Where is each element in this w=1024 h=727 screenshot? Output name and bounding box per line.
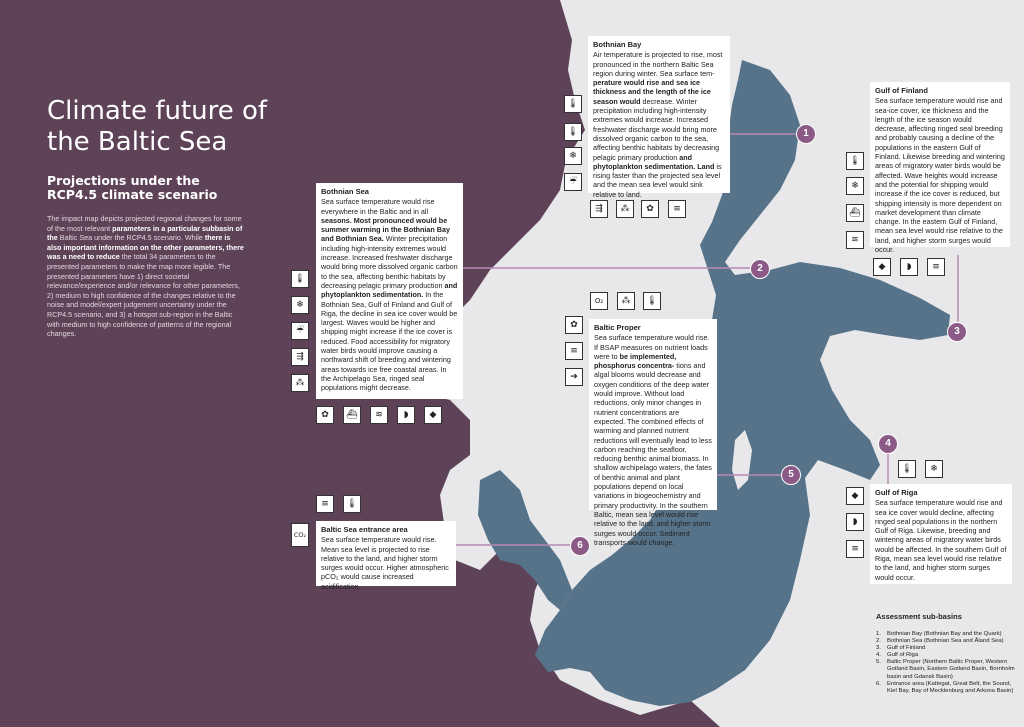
oxygen-icon: O₂ bbox=[590, 292, 608, 310]
entrance-area-box: Baltic Sea entrance area Sea surface temperature would rise. Mean sea level is projected to rise relative to the land, and higher storm surges would occur. Higher atmospheric pCO₂ would cause increased acidification. bbox=[316, 521, 456, 586]
intro-text: The impact map depicts projected regional changes for some of the most relevant parameters in a particular subbasin of the Baltic Sea under the RCP4.5 scenario. While there is also important information on the other parameters, there was a need to reduce the total 34 parameters to the presented parameters to make the map more legible. The presented parameters have 1) direct societal relevance/experience and/or relevance for other parameters, 2) medium to high confidence of the changes relative to the noise and model/expert judgement uncertainty under the RCP4.5 scenario, and 3) a hotspot sub-region in the Baltic with medium to high confidence of patterns of the regional changes. bbox=[47, 214, 244, 339]
benthic-icon: ✿ bbox=[565, 316, 583, 334]
bird-icon: ◗ bbox=[900, 258, 918, 276]
legend-item: 1. Bothnian Bay (Bothnian Bay and the Quark) bbox=[876, 631, 1002, 637]
marker-5: 5 bbox=[781, 465, 801, 485]
nutrients-icon: ⁂ bbox=[291, 374, 309, 392]
marker-2: 2 bbox=[750, 259, 770, 279]
bothnian-bay-title: Bothnian Bay bbox=[593, 40, 642, 49]
legend-title: Assessment sub-basins bbox=[876, 612, 962, 621]
baltic-proper-box: Baltic Proper Sea surface temperature would rise. If BSAP measures on nutrient loads were to be implemented, phosphorus concentra- tions and algal blooms would decrease and oxygen conditions of the deep water would improve. Without load reductions, only minor changes in nutrient concentrations are expected. The combined effects of warming and planned nutrient reductions will eventually lead to less carbon reaching the seafloor, reducing benthic animal biomass. In shallow archipelago waters, the fates of benthic animal and plant populations depend on local variations in biogeochemistry and primary productivity. In the southern Baltic, mean sea level would rise relative to the land, and higher storm surges would occur. Sediment transports would change. bbox=[589, 319, 717, 510]
ship-icon: ⛴ bbox=[343, 406, 361, 424]
bothnian-sea-box: Bothnian Sea Sea surface temperature would rise everywhere in the Baltic and in all seasons. Most pronounced would be summer warming in the Bothnian Bay and Bothnian Sea. Winter precipitation including high-intensity extremes would increase. Increased freshwater discharge would bring more dissolved organic carbon to the sea, affecting benthic habitats by decreasing pelagic primary production and phytoplankton sedimentation. In the Bothnian Sea, Gulf of Finland and Gulf of Riga, the decline in sea ice cover would be largest. Waves would be higher and shipping might increase if the ice cover is reduced. Food accessibility for migratory water birds would improve causing a northward shift of breeding and wintering areas towards ice free coastal areas. In the Archipelago Sea, ringed seal populations might decrease. bbox=[316, 183, 463, 399]
marker-3: 3 bbox=[947, 322, 967, 342]
entrance-area-title: Baltic Sea entrance area bbox=[321, 525, 408, 534]
runoff-icon: ⇶ bbox=[590, 200, 608, 218]
gulf-of-riga-box: Gulf of Riga Sea surface temperature would rise and sea ice cover would decline, affecting ringed seal populations in the northern Gulf of Riga. Likewise, breeding and wintering areas of migratory water birds would be affected. In the southern Gulf of Riga, mean sea level would rise relative to the land, and higher storm surges would occur. bbox=[870, 484, 1012, 584]
legend-item: 4. Gulf of Riga bbox=[876, 652, 919, 659]
bird-icon: ◗ bbox=[846, 513, 864, 531]
benthic-icon: ✿ bbox=[316, 406, 334, 424]
nutrients-icon: ⁂ bbox=[617, 292, 635, 310]
gulf-of-riga-title: Gulf of Riga bbox=[875, 488, 918, 497]
baltic-proper-title: Baltic Proper bbox=[594, 323, 641, 332]
marker-1: 1 bbox=[796, 124, 816, 144]
sea-temperature-icon: 🌡 bbox=[343, 495, 361, 513]
runoff-icon: ⇶ bbox=[291, 348, 309, 366]
marker-4: 4 bbox=[878, 434, 898, 454]
precipitation-icon: ☔ bbox=[564, 173, 582, 191]
page-title bbox=[47, 96, 307, 158]
sea-temperature-icon: 🌡 bbox=[898, 460, 916, 478]
legend bbox=[876, 612, 1016, 695]
gulf-of-finland-title: Gulf of Finland bbox=[875, 86, 928, 95]
sea-level-icon: ≡ bbox=[846, 540, 864, 558]
sea-temperature-icon: 🌡 bbox=[846, 152, 864, 170]
sea-ice-icon: ❄ bbox=[925, 460, 943, 478]
marker-6: 6 bbox=[570, 536, 590, 556]
sea-temperature-icon: 🌡 bbox=[564, 123, 582, 141]
seal-icon: ◆ bbox=[424, 406, 442, 424]
legend-item: 3. Gulf of Finland bbox=[876, 645, 926, 652]
sea-level-icon: ≡ bbox=[927, 258, 945, 276]
ship-icon: ⛴ bbox=[846, 204, 864, 222]
sediment-icon: ➔ bbox=[565, 368, 583, 386]
waves-icon: ≋ bbox=[370, 406, 388, 424]
seal-icon: ◆ bbox=[873, 258, 891, 276]
sea-level-icon: ≡ bbox=[565, 342, 583, 360]
page-subtitle bbox=[47, 174, 247, 202]
sea-ice-icon: ❄ bbox=[291, 296, 309, 314]
title-line-2: the Baltic Sea bbox=[47, 127, 228, 157]
waves-icon: ≋ bbox=[846, 231, 864, 249]
sea-ice-icon: ❄ bbox=[846, 177, 864, 195]
precipitation-icon: ☔ bbox=[291, 322, 309, 340]
legend-item: 5. Baltic Proper (Northern Baltic Proper, Western Gotland Basin, Eastern Gotland Basin, Bornholm basin and Gdansk Basin) bbox=[876, 659, 1015, 680]
bird-icon: ◗ bbox=[397, 406, 415, 424]
legend-list bbox=[876, 631, 1016, 695]
gulf-of-finland-box: Gulf of Finland Sea surface temperature would rise and sea-ice cover, ice thickness and the length of the ice season would decrease, affecting ringed seal breeding and probably causing a decline of the populations in the eastern Gulf of Finland. Likewise breeding and wintering areas of migratory water birds would be affected. Wave heights would increase and the potential for shipping would increase if the ice cover is reduced, but shipping intensity is more dependent on market development than climate change. In the eastern Gulf of Finland, mean sea level would rise relative to the land, and higher storm surges would occur. bbox=[870, 82, 1010, 247]
air-temperature-icon: 🌡 bbox=[564, 95, 582, 113]
co2-ph-icon: CO₂ bbox=[291, 523, 309, 547]
subtitle-line-2: RCP4.5 climate scenario bbox=[47, 187, 218, 202]
title-line-1: Climate future of bbox=[47, 96, 268, 126]
nutrients-icon: ⁂ bbox=[616, 200, 634, 218]
sea-ice-icon: ❄ bbox=[564, 147, 582, 165]
legend-item: 2. Bothnian Sea (Bothnian Sea and Åland Sea) bbox=[876, 638, 1004, 645]
benthic-icon: ✿ bbox=[641, 200, 659, 218]
bothnian-sea-title: Bothnian Sea bbox=[321, 187, 369, 196]
seal-icon: ◆ bbox=[846, 487, 864, 505]
sea-temperature-icon: 🌡 bbox=[291, 270, 309, 288]
subtitle-line-1: Projections under the bbox=[47, 173, 200, 188]
legend-item: 6. Entrance area (Kattegat, Great Belt, the Sound, Kiel Bay, Bay of Mecklenburg and Arkona Basin) bbox=[876, 680, 1014, 694]
sea-level-icon: ≡ bbox=[668, 200, 686, 218]
sea-temperature-icon: 🌡 bbox=[643, 292, 661, 310]
bothnian-bay-box: Bothnian Bay Air temperature is projected to rise, most pronounced in the northern Baltic Sea region during winter. Sea surface tem- perature would rise and sea ice thickness and the length of the ice season would decrease. Winter precipitation including high-intensity extremes would increase. Increased freshwater discharge would bring more dissolved organic carbon to the sea, affecting benthic habitats by decreasing pelagic primary production and phytoplankton sedimentation. Land is rising faster than the projected sea level and the mean sea level would sink relative to land. bbox=[588, 36, 730, 193]
sea-level-icon: ≡ bbox=[316, 495, 334, 513]
